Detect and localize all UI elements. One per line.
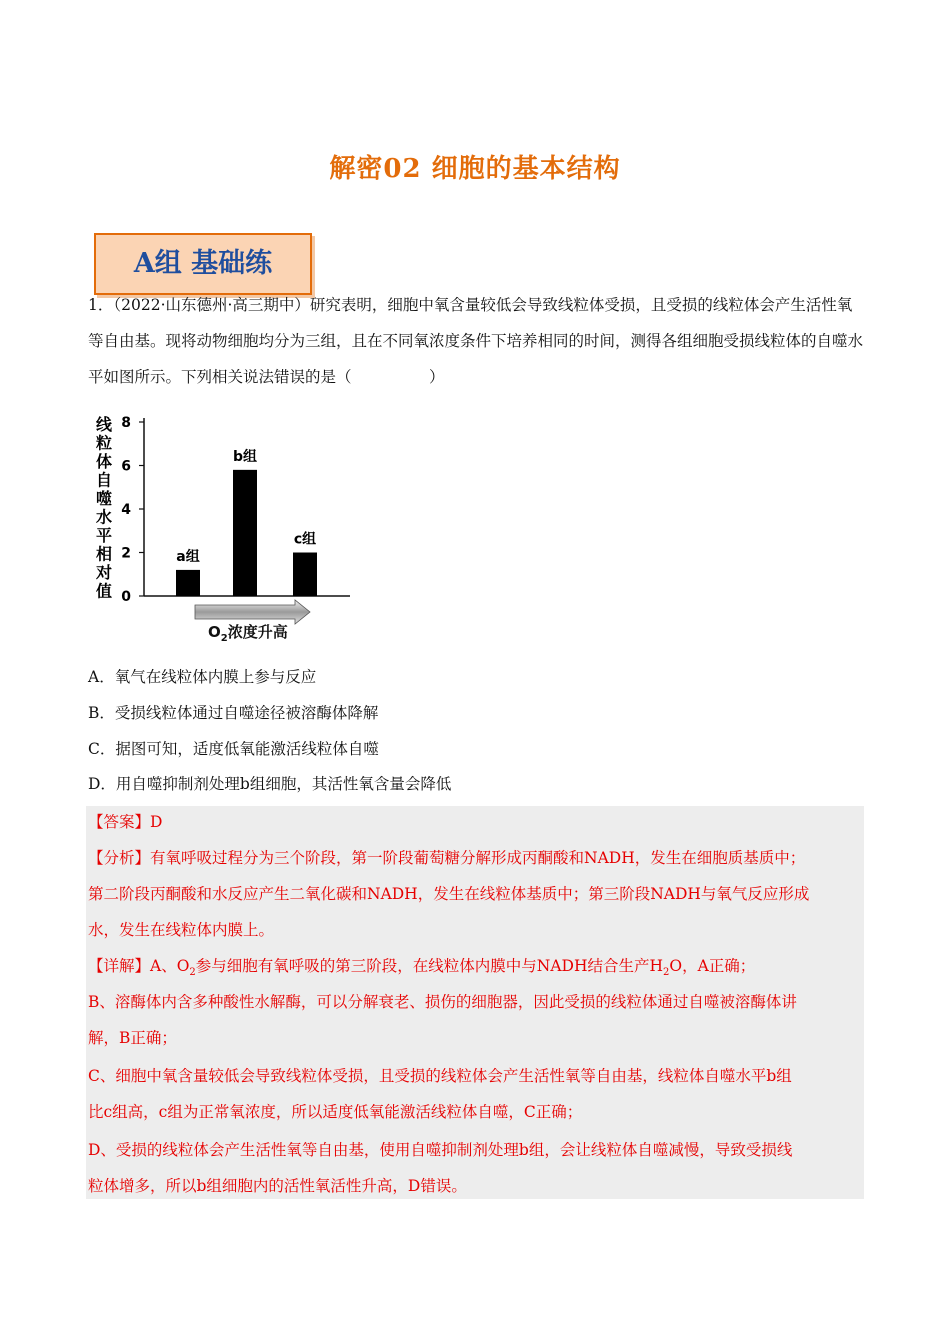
question-number: 1． <box>88 296 114 314</box>
option-d: D．用自噬抑制剂处理b组细胞，其活性氧含量会降低 <box>88 775 452 793</box>
detail-b-line-1: B、溶酶体内含多种酸性水解酶，可以分解衰老、损伤的细胞器，因此受损的线粒体通过自噬被溶酶体讲 <box>88 993 797 1011</box>
x-axis-label: $O_2$浓度升高 <box>208 623 288 644</box>
bar <box>233 470 257 596</box>
question-body: （2022·山东德州·高三期中）研究表明，细胞中氧含量较低会导致线粒体受损，且受损的线粒体会产生活性氧等自由基。现将动物细胞均分为三组，且在不同氧浓度条件下培养相同的时间，测得各组细胞受损线粒体的自噬水平如图所示。下列相关说法错误的是（ ） <box>88 296 864 386</box>
detail-d-line-1: D、受损的线粒体会产生活性氧等自由基，使用自噬抑制剂处理b组，会让线粒体自噬减慢，导致受损线 <box>88 1141 793 1159</box>
y-tick-label: 2 <box>121 545 131 562</box>
y-tick-label: 4 <box>121 502 131 518</box>
y-label-char: 体 <box>95 452 113 471</box>
detail-label: 【详解】 <box>88 957 151 975</box>
option-b: B．受损线粒体通过自噬途径被溶酶体降解 <box>88 704 379 722</box>
o2-arrow <box>195 600 310 624</box>
y-label-char: 相 <box>95 544 113 564</box>
y-label-char: 值 <box>95 581 113 601</box>
analysis-line-2: 第二阶段丙酮酸和水反应产生二氧化碳和NADH，发生在线粒体基质中；第三阶段NADH与氧气反应形成 <box>88 885 810 903</box>
y-label-char: 粒 <box>95 433 113 453</box>
y-label-char: 线 <box>95 415 113 434</box>
bar-category-label: a组 <box>176 548 200 565</box>
y-axis-label <box>95 415 113 601</box>
y-label-char: 噬 <box>95 489 113 508</box>
detail-a: 【详解】A、$O_2$参与细胞有氧呼吸的第三阶段，在线粒体内膜中与NADH结合生产$H_2O$，A正确； <box>88 957 756 979</box>
analysis-label: 【分析】 <box>88 849 151 867</box>
bar-category-label: b组 <box>232 448 258 465</box>
y-label-char: 对 <box>95 563 113 582</box>
y-tick-label: 0 <box>121 589 131 605</box>
answer-block <box>86 806 864 1199</box>
detail-c-line-1: C、细胞中氧含量较低会导致线粒体受损，且受损的线粒体会产生活性氧等自由基，线粒体自噬水平b组 <box>88 1067 792 1085</box>
answer-value: D <box>150 813 163 831</box>
answer-line <box>88 810 162 832</box>
detail-c-line-2: 比c组高，c组为正常氧浓度，所以适度低氧能激活线粒体自噬，C正确； <box>88 1103 583 1121</box>
bar <box>176 570 200 596</box>
detail-b-line-2: 解，B正确； <box>88 1029 177 1047</box>
bars <box>176 448 317 596</box>
group-badge <box>94 233 312 295</box>
page-title: 解密02 细胞的基本结构 <box>329 154 621 184</box>
y-label-char: 自 <box>95 470 113 490</box>
option-a: A．氧气在线粒体内膜上参与反应 <box>88 668 317 686</box>
y-label-char: 平 <box>95 526 113 545</box>
bar <box>293 553 317 597</box>
bar-chart <box>90 408 370 648</box>
detail-d-line-2: 粒体增多，所以b组细胞内的活性氧活性升高，D错误。 <box>88 1177 467 1195</box>
y-tick-label: 6 <box>121 458 131 475</box>
question-text <box>88 287 863 395</box>
bar-category-label: c组 <box>293 531 317 548</box>
answer-label: 【答案】 <box>88 813 151 831</box>
option-c: C．据图可知，适度低氧能激活线粒体自噬 <box>88 740 379 758</box>
analysis-line-3: 水，发生在线粒体内膜上。 <box>88 921 275 939</box>
y-label-char: 水 <box>95 507 113 527</box>
analysis-line-1: 【分析】有氧呼吸过程分为三个阶段，第一阶段葡萄糖分解形成丙酮酸和NADH，发生在细胞质基质中； <box>88 849 806 867</box>
y-axis-ticks <box>121 415 144 605</box>
group-label: A组 基础练 <box>133 248 273 279</box>
y-tick-label: 8 <box>121 415 131 431</box>
